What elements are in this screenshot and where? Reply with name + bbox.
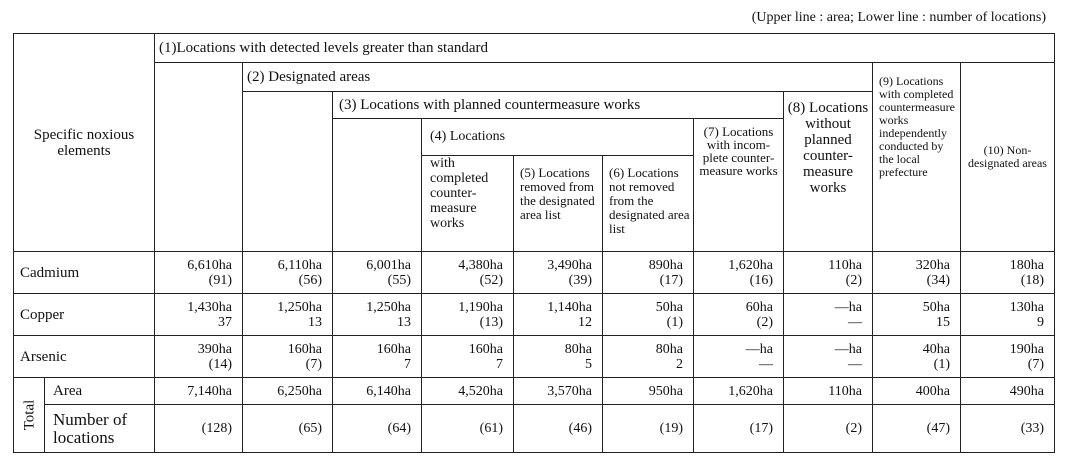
cell: (33)	[961, 405, 1055, 453]
cell: 50ha 15	[873, 294, 961, 336]
header-9-prefecture-works: (9) Locations with completed countermeasure works independently conducted by the local prefecture	[873, 63, 961, 252]
header-4-completed-works: with completed counter-measure works	[422, 156, 514, 252]
table-row	[14, 336, 1055, 378]
cell: 110ha (2)	[784, 252, 873, 294]
cell: (128)	[155, 405, 243, 453]
cell: 6,250ha	[243, 378, 333, 405]
cell: 1,620ha (16)	[694, 252, 784, 294]
cell: 180ha (18)	[961, 252, 1055, 294]
cell: 160ha 7	[422, 336, 514, 378]
header-3-planned-works: (3) Locations with planned countermeasure works	[333, 92, 784, 119]
total-label: Total	[14, 378, 45, 453]
cell: 190ha (7)	[961, 336, 1055, 378]
header-specific-noxious-elements: Specific noxious elements	[14, 34, 155, 252]
header-7-incomplete-works: (7) Locations with incom-plete counter-measure works	[694, 119, 784, 252]
table-row-total-area	[14, 378, 1055, 405]
cell: 80ha 5	[514, 336, 603, 378]
cell: 890ha (17)	[603, 252, 694, 294]
cell: 6,610ha (91)	[155, 252, 243, 294]
cell: (2)	[784, 405, 873, 453]
header-4-locations: (4) Locations	[422, 119, 694, 156]
header-2-blank	[243, 92, 333, 252]
cell: —ha —	[784, 336, 873, 378]
cell: 950ha	[603, 378, 694, 405]
cell: 80ha 2	[603, 336, 694, 378]
header-8-without-planned-works: (8) Locations without planned counter-measure works	[784, 92, 873, 252]
cell: (47)	[873, 405, 961, 453]
cell: 1,620ha	[694, 378, 784, 405]
cell: 6,140ha	[333, 378, 422, 405]
cell: 160ha 7	[333, 336, 422, 378]
table-row	[14, 294, 1055, 336]
cell: (65)	[243, 405, 333, 453]
cell: —ha —	[784, 294, 873, 336]
header-10-non-designated: (10) Non-designated areas	[961, 63, 1055, 252]
cell: (17)	[694, 405, 784, 453]
cell: 4,380ha (52)	[422, 252, 514, 294]
cell: 4,520ha	[422, 378, 514, 405]
total-area-label: Area	[45, 378, 155, 405]
cell: (46)	[514, 405, 603, 453]
cell: —ha —	[694, 336, 784, 378]
cell: 1,250ha 13	[243, 294, 333, 336]
cell: 3,570ha	[514, 378, 603, 405]
cell: 60ha (2)	[694, 294, 784, 336]
table-row	[14, 252, 1055, 294]
cell: (64)	[333, 405, 422, 453]
header-1-detected-levels: (1)Locations with detected levels greater than standard	[155, 34, 1055, 63]
total-count-label: Number of locations	[45, 405, 155, 453]
cell: 1,430ha 37	[155, 294, 243, 336]
cell: 1,190ha (13)	[422, 294, 514, 336]
cell: 40ha (1)	[873, 336, 961, 378]
cell: 400ha	[873, 378, 961, 405]
header-6-not-removed: (6) Locations not removed from the designated area list	[603, 156, 694, 252]
cell: 6,110ha (56)	[243, 252, 333, 294]
table-row-total-count	[14, 405, 1055, 453]
cell: 1,140ha 12	[514, 294, 603, 336]
cell: 3,490ha (39)	[514, 252, 603, 294]
noxious-elements-table	[13, 33, 1055, 453]
header-3-blank	[333, 119, 422, 252]
cell: 7,140ha	[155, 378, 243, 405]
row-label-copper: Copper	[14, 294, 155, 336]
cell: 1,250ha 13	[333, 294, 422, 336]
row-label-arsenic: Arsenic	[14, 336, 155, 378]
header-1-blank	[155, 63, 243, 252]
cell: 390ha (14)	[155, 336, 243, 378]
cell: (61)	[422, 405, 514, 453]
cell: 6,001ha (55)	[333, 252, 422, 294]
header-5-removed: (5) Locations removed from the designated area list	[514, 156, 603, 252]
row-label-cadmium: Cadmium	[14, 252, 155, 294]
cell: 50ha (1)	[603, 294, 694, 336]
cell: 130ha 9	[961, 294, 1055, 336]
cell: 490ha	[961, 378, 1055, 405]
header-2-designated-areas: (2) Designated areas	[243, 63, 873, 92]
cell: 160ha (7)	[243, 336, 333, 378]
table-note: (Upper line : area; Lower line : number of locations)	[751, 10, 1046, 25]
cell: 110ha	[784, 378, 873, 405]
cell: 320ha (34)	[873, 252, 961, 294]
cell: (19)	[603, 405, 694, 453]
